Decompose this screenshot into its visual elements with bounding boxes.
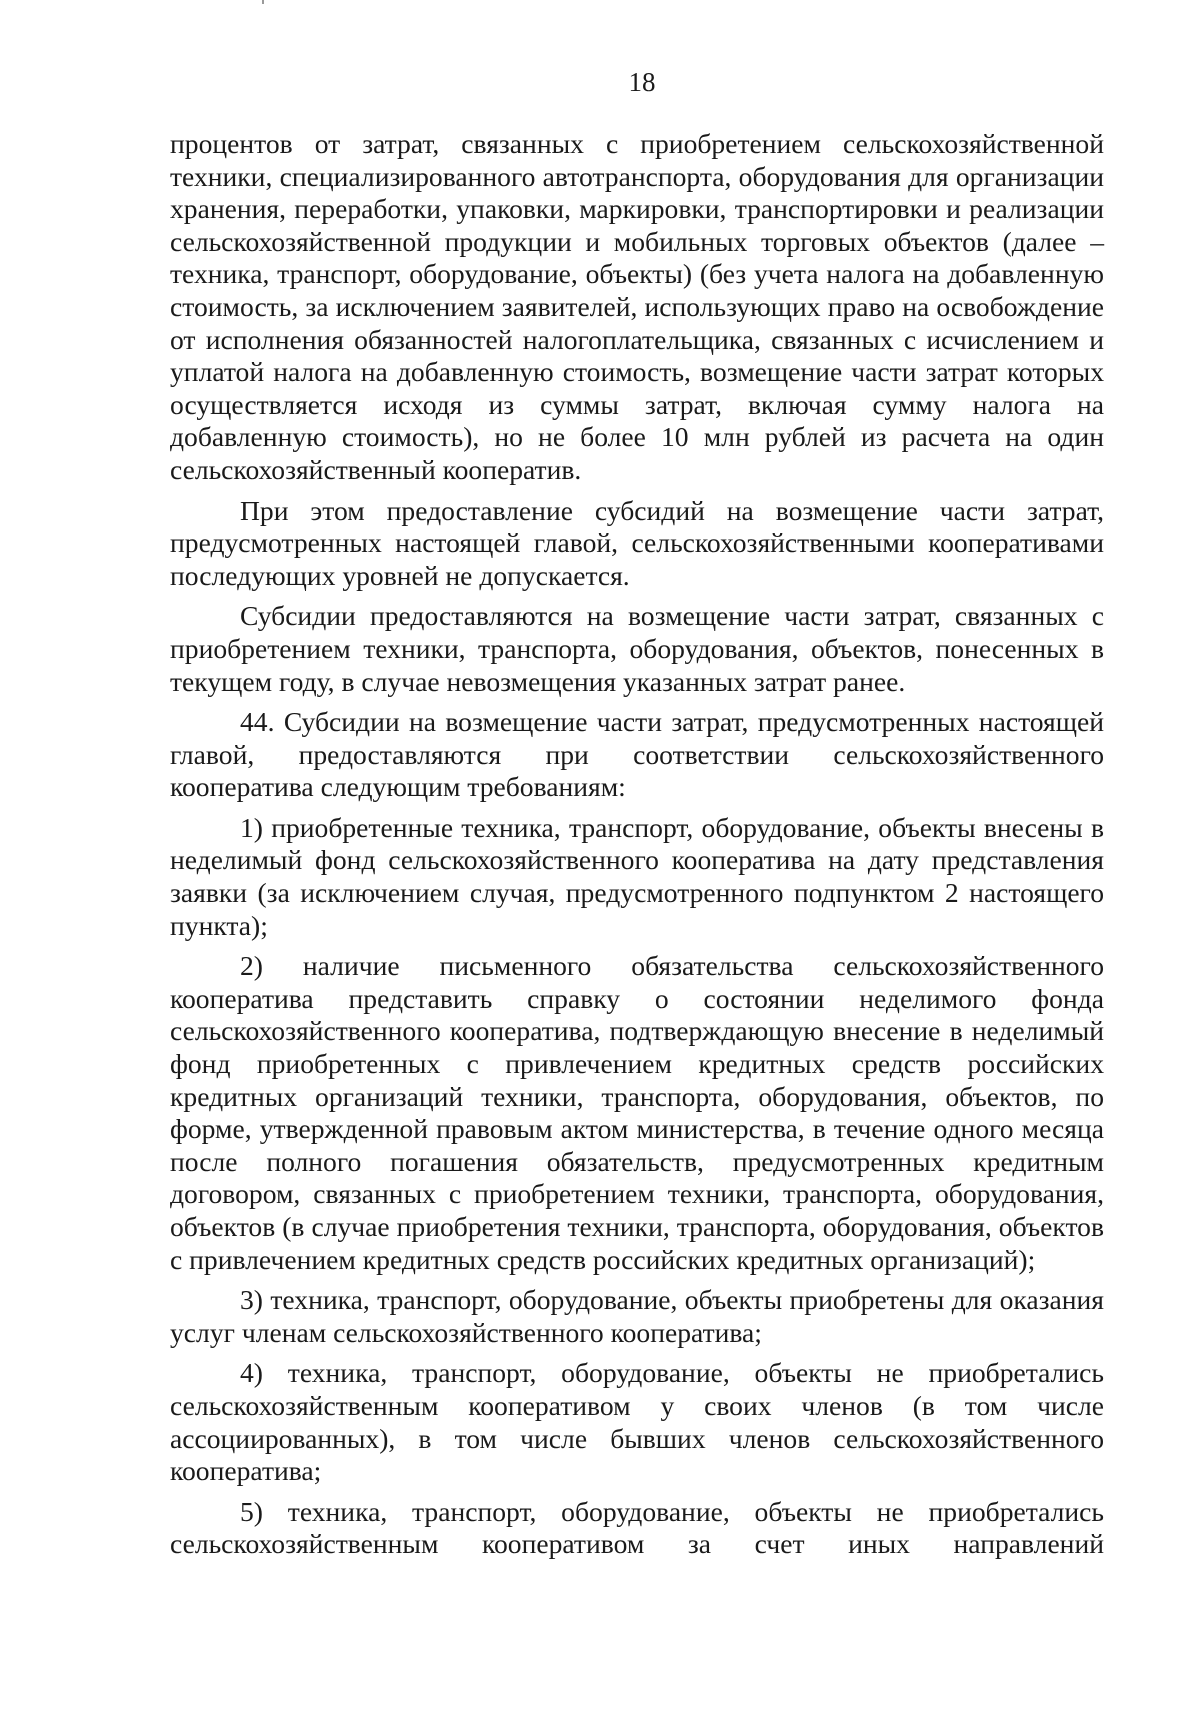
list-item-paragraph: 4) техника, транспорт, оборудование, объекты не приобретались сельскохозяйственным кооперативом у своих членов (в том числе ассоциированных), в том числе бывших членов сельскохозяйственного кооператива; <box>170 1357 1104 1487</box>
scan-artifact <box>262 0 264 4</box>
paragraph: При этом предоставление субсидий на возмещение части затрат, предусмотренных настоящей главой, сельскохозяйственными кооперативами последующих уровней не допускается. <box>170 494 1104 591</box>
list-item-paragraph: 5) техника, транспорт, оборудование, объекты не приобретались сельскохозяйственным кооперативом за счет иных направлений <box>170 1495 1104 1560</box>
list-item-paragraph: 1) приобретенные техника, транспорт, оборудование, объекты внесены в неделимый фонд сельскохозяйственного кооператива на дату представления заявки (за исключением случая, предусмотренного подпунктом 2 настоящего пункта); <box>170 811 1104 941</box>
document-body <box>170 128 1104 1569</box>
list-item-paragraph: 3) техника, транспорт, оборудование, объекты приобретены для оказания услуг членам сельскохозяйственного кооператива; <box>170 1284 1104 1348</box>
list-item-paragraph: 2) наличие письменного обязательства сельскохозяйственного кооператива представить справку о состоянии неделимого фонда сельскохозяйственного кооператива, подтверждающую внесение в неделимый фонд приобретенных с привлечением кредитных средств российских кредитных организаций техники, транспорта, оборудования, объектов, по форме, утвержденной правовым актом министерства, в течение одного месяца после полного погашения обязательств, предусмотренных кредитным договором, связанных с приобретением техники, транспорта, оборудования, объектов (в случае приобретения техники, транспорта, оборудования, объектов с привлечением кредитных средств российских кредитных организаций); <box>170 950 1104 1275</box>
paragraph: 44. Субсидии на возмещение части затрат, предусмотренных настоящей главой, предоставляются при соответствии сельскохозяйственного кооператива следующим требованиям: <box>170 706 1104 803</box>
page-number: 18 <box>628 67 656 97</box>
paragraph: процентов от затрат, связанных с приобретением сельскохозяйственной техники, специализированного автотранспорта, оборудования для организации хранения, переработки, упаковки, маркировки, транспортировки и реализации сельскохозяйственной продукции и мобильных торговых объектов (далее – техника, транспорт, оборудование, объекты) (без учета налога на добавленную стоимость, за исключением заявителей, использующих право на освобождение от исполнения обязанностей налогоплательщика, связанных с исчислением и уплатой налога на добавленную стоимость, возмещение части затрат которых осуществляется исходя из суммы затрат, включая сумму налога на добавленную стоимость), но не более 10 млн рублей из расчета на один сельскохозяйственный кооператив. <box>170 128 1104 485</box>
paragraph: Субсидии предоставляются на возмещение части затрат, связанных с приобретением техники, транспорта, оборудования, объектов, понесенных в текущем году, в случае невозмещения указанных затрат ранее. <box>170 600 1104 697</box>
